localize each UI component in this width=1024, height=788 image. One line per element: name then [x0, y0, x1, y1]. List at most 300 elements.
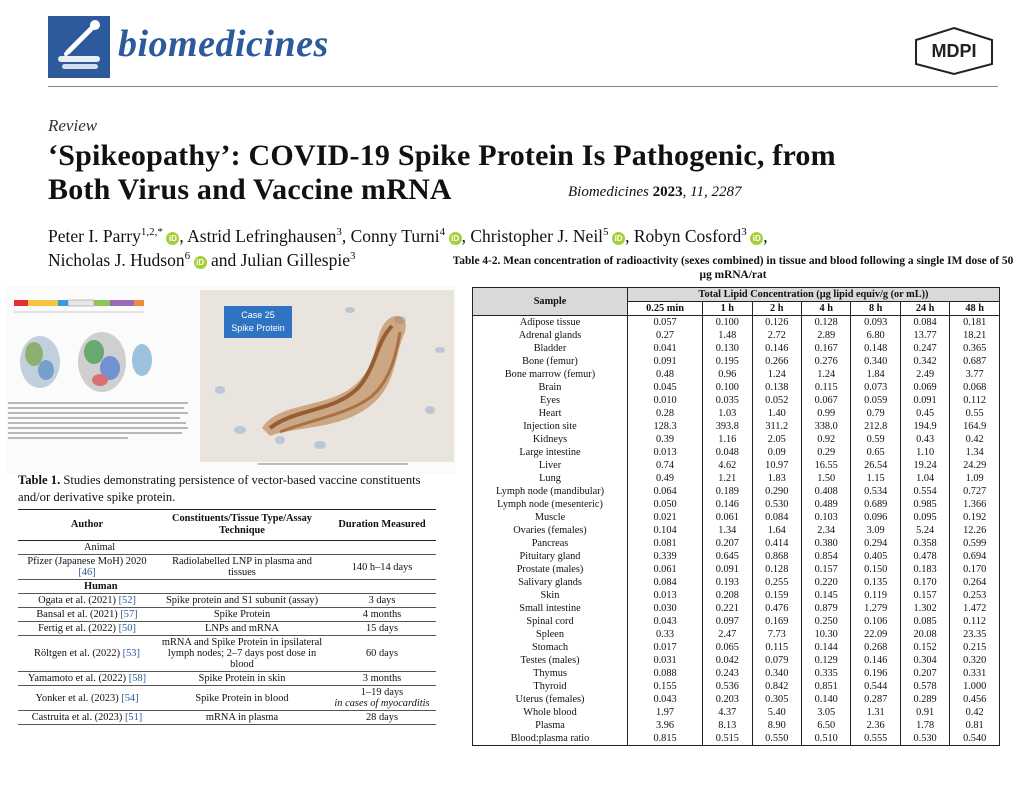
- table2-cell-sample: Large intestine: [473, 446, 628, 459]
- table2-cell-value: 0.215: [950, 641, 1000, 654]
- journal-name: biomedicines: [118, 23, 329, 65]
- table2-cell-sample: Lymph node (mesenteric): [473, 498, 628, 511]
- table2-row: [473, 667, 1000, 680]
- table2-row: [473, 524, 1000, 537]
- orcid-icon[interactable]: iD: [449, 232, 462, 245]
- table2-cell-value: 0.138: [752, 381, 801, 394]
- table2-cell-value: 0.815: [628, 732, 703, 746]
- table2-cell-value: 0.129: [801, 654, 850, 667]
- table2-cell-value: 2.36: [851, 719, 900, 732]
- table2-cell-sample: Prostate (males): [473, 563, 628, 576]
- author-affiliation: 4: [439, 226, 446, 239]
- table2-cell-value: 0.192: [950, 511, 1000, 524]
- table2-row: [473, 706, 1000, 719]
- table2-cell-value: 0.112: [950, 615, 1000, 628]
- table2-cell-value: 1.15: [851, 472, 900, 485]
- table2-cell-value: 0.112: [950, 394, 1000, 407]
- table2-row: [473, 511, 1000, 524]
- table2-row: [473, 485, 1000, 498]
- table1-header-row: [18, 510, 436, 541]
- table2-cell-value: 13.77: [900, 329, 949, 342]
- table2-cell-value: 5.24: [900, 524, 949, 537]
- table2-cell-value: 0.189: [703, 485, 752, 498]
- citation: [568, 184, 741, 201]
- table2-cell-value: 0.687: [950, 355, 1000, 368]
- table1-cell-author: [18, 555, 156, 580]
- reference-link[interactable]: [51]: [124, 712, 143, 723]
- table2-cell-value: 0.196: [851, 667, 900, 680]
- table1-row: [18, 622, 436, 636]
- table2-cell-value: 0.159: [752, 589, 801, 602]
- table2-cell-value: 0.331: [950, 667, 1000, 680]
- table2-cell-value: 0.140: [801, 693, 850, 706]
- author-name: Nicholas J. Hudson: [48, 250, 185, 270]
- table2-cell-value: 0.45: [900, 407, 949, 420]
- table2-cell-sample: Pancreas: [473, 537, 628, 550]
- table2-cell-value: 0.534: [851, 485, 900, 498]
- table2-cell-sample: Injection site: [473, 420, 628, 433]
- table1-cell-duration: 3 days: [368, 595, 396, 606]
- table2-cell-value: 4.62: [703, 459, 752, 472]
- table2-cell-sample: Liver: [473, 459, 628, 472]
- table2-cell-value: 0.096: [851, 511, 900, 524]
- table2-cell-value: 0.017: [628, 641, 703, 654]
- table2-cell-value: 0.335: [801, 667, 850, 680]
- table2-row: [473, 628, 1000, 641]
- table2-cell-value: 0.042: [703, 654, 752, 667]
- table2-cell-value: 0.146: [851, 654, 900, 667]
- table2-cell-value: 0.320: [950, 654, 1000, 667]
- table1-caption-text: Studies demonstrating persistence of vector-based vaccine constituents and/or derivative spike protein.: [18, 473, 421, 504]
- table2-cell-value: 8.90: [752, 719, 801, 732]
- table2-cell-value: 0.27: [628, 329, 703, 342]
- table2-row: [473, 329, 1000, 342]
- table2-cell-value: 0.91: [900, 706, 949, 719]
- table1-cell-constituents: Radiolabelled LNP in plasma and tissues: [172, 556, 312, 578]
- table2-cell-value: 0.013: [628, 446, 703, 459]
- author-name: ,: [763, 226, 768, 246]
- table2-row: [473, 732, 1000, 746]
- table1-section-label: Human: [84, 581, 118, 592]
- table2-cell-value: 1.366: [950, 498, 1000, 511]
- table2-cell-value: 0.061: [703, 511, 752, 524]
- table2-row: [473, 589, 1000, 602]
- table2-cell-value: 0.052: [752, 394, 801, 407]
- table2-cell-value: 0.510: [801, 732, 850, 746]
- publisher-name: MDPI: [931, 41, 977, 61]
- table2-cell-value: 2.49: [900, 368, 949, 381]
- table2-cell-value: 0.536: [703, 680, 752, 693]
- table2-row: [473, 394, 1000, 407]
- table2-cell-value: 0.253: [950, 589, 1000, 602]
- table2-row: [473, 420, 1000, 433]
- table2-cell-value: 0.694: [950, 550, 1000, 563]
- table2-row: [473, 641, 1000, 654]
- table2-row: [473, 472, 1000, 485]
- reference-link[interactable]: [50]: [118, 623, 136, 634]
- table2-cell-value: 0.207: [900, 667, 949, 680]
- table2-cell-value: 0.061: [628, 563, 703, 576]
- table2-cell-value: 0.100: [703, 381, 752, 394]
- table1-cell-duration: 15 days: [365, 623, 399, 634]
- table1-cell-constituents: mRNA in plasma: [205, 712, 279, 723]
- author-label: Ogata et al. (2021): [38, 595, 119, 606]
- table2-cell-value: 1.31: [851, 706, 900, 719]
- author-label: Bansal et al. (2021): [36, 609, 121, 620]
- table2-cell-value: 0.266: [752, 355, 801, 368]
- article-title-line2: Both Virus and Vaccine mRNA: [48, 173, 452, 206]
- table1-caption-label: Table 1.: [18, 473, 61, 487]
- table2-cell-value: 7.73: [752, 628, 801, 641]
- table2-cell-value: 0.208: [703, 589, 752, 602]
- table2-cell-value: 0.599: [950, 537, 1000, 550]
- table2-cell-value: 1.302: [900, 602, 949, 615]
- table1-row: [18, 711, 436, 725]
- table2-cell-value: 0.010: [628, 394, 703, 407]
- table2-row: [473, 342, 1000, 355]
- table2-cell-value: 3.77: [950, 368, 1000, 381]
- table2-cell-value: 0.065: [703, 641, 752, 654]
- table2-cell-value: 0.405: [851, 550, 900, 563]
- table2-row: [473, 381, 1000, 394]
- spike-protein-structure-figure: [10, 290, 160, 400]
- table2-cell-value: 3.09: [851, 524, 900, 537]
- author-name: , Conny Turni: [341, 226, 440, 246]
- author-affiliation: 1,2,*: [140, 226, 163, 239]
- table2-cell-value: 194.9: [900, 420, 949, 433]
- table2-cell-value: 0.456: [950, 693, 1000, 706]
- table2-cell-value: 1.16: [703, 433, 752, 446]
- table2-cell-value: 0.106: [851, 615, 900, 628]
- table2-cell-value: 1.04: [900, 472, 949, 485]
- table2-cell-value: 0.39: [628, 433, 703, 446]
- table1-row: [18, 686, 436, 711]
- table2-cell-value: 0.084: [628, 576, 703, 589]
- table2-cell-value: 0.170: [950, 563, 1000, 576]
- table2-cell-value: 2.34: [801, 524, 850, 537]
- table2-cell-value: 1.64: [752, 524, 801, 537]
- table2-row: [473, 368, 1000, 381]
- table2-cell-value: 2.05: [752, 433, 801, 446]
- table2-cell-value: 1.09: [950, 472, 1000, 485]
- table2-cell-value: 0.544: [851, 680, 900, 693]
- author-label: Yamamoto et al. (2022): [27, 673, 129, 684]
- table2-cell-value: 0.49: [628, 472, 703, 485]
- table2-cell-value: 0.540: [950, 732, 1000, 746]
- header-divider: [48, 86, 998, 87]
- table2-cell-value: 1.10: [900, 446, 949, 459]
- table2-cell-value: 1.48: [703, 329, 752, 342]
- table1-cell-author: [18, 608, 156, 622]
- table2-cell-sample: Eyes: [473, 394, 628, 407]
- table2-cell-value: 338.0: [801, 420, 850, 433]
- table2-cell-sample: Pituitary gland: [473, 550, 628, 563]
- table1-cell-constituents: Spike Protein: [213, 609, 271, 620]
- table2-caption: Table 4-2. Mean concentration of radioactivity (sexes combined) in tissue and blood following a single IM dose of 50 µg mRNA/rat: [452, 255, 1014, 281]
- table2-cell-value: 0.069: [900, 381, 949, 394]
- table2-time-header: 1 h: [703, 302, 752, 316]
- table2-cell-value: 393.8: [703, 420, 752, 433]
- author-affiliation: 3: [741, 226, 747, 239]
- table2-cell-value: 1.97: [628, 706, 703, 719]
- table2-cell-value: 0.100: [703, 316, 752, 330]
- table2-cell-value: 4.37: [703, 706, 752, 719]
- table2-cell-sample: Testes (males): [473, 654, 628, 667]
- table2-cell-value: 0.99: [801, 407, 850, 420]
- author-list-line1: [48, 226, 768, 247]
- table1-row: [18, 636, 436, 672]
- table2-cell-sample: Skin: [473, 589, 628, 602]
- table2-cell-sample: Stomach: [473, 641, 628, 654]
- table2-cell-value: 0.42: [950, 706, 1000, 719]
- table2-cell-value: 0.48: [628, 368, 703, 381]
- table2-cell-value: 0.043: [628, 615, 703, 628]
- orcid-icon[interactable]: iD: [194, 256, 207, 269]
- table2-cell-value: 0.65: [851, 446, 900, 459]
- table2-cell-value: 0.150: [851, 563, 900, 576]
- table2-cell-value: 2.89: [801, 329, 850, 342]
- table1-cell-author: [18, 594, 156, 608]
- table2-cell-value: 0.145: [801, 589, 850, 602]
- table2-cell-value: 0.578: [900, 680, 949, 693]
- orcid-icon[interactable]: iD: [750, 232, 763, 245]
- table2-cell-value: 0.340: [851, 355, 900, 368]
- table2-header-group: Total Lipid Concentration (µg lipid equiv/g (or mL)): [628, 288, 1000, 302]
- table2-cell-value: 0.342: [900, 355, 949, 368]
- figure-caption-placeholder: [8, 402, 190, 450]
- table2-cell-value: 3.05: [801, 706, 850, 719]
- orcid-icon[interactable]: iD: [612, 232, 625, 245]
- table2-cell-value: 0.093: [851, 316, 900, 330]
- table2-cell-value: 0.088: [628, 667, 703, 680]
- author-affiliation: 3: [336, 226, 342, 239]
- table2-cell-value: 0.478: [900, 550, 949, 563]
- table1-cell-author: [18, 636, 156, 672]
- table2-cell-value: 0.305: [752, 693, 801, 706]
- table1-header-duration: Duration Measured: [338, 519, 426, 530]
- table2-cell-value: 1.34: [950, 446, 1000, 459]
- table1-cell-duration: 28 days: [365, 712, 399, 723]
- table2-cell-value: 0.193: [703, 576, 752, 589]
- table2-cell-sample: Spinal cord: [473, 615, 628, 628]
- table2-cell-value: 0.851: [801, 680, 850, 693]
- table2-cell-value: 1.472: [950, 602, 1000, 615]
- table2-cell-value: 0.268: [851, 641, 900, 654]
- table2-cell-value: 24.29: [950, 459, 1000, 472]
- table2-cell-value: 10.30: [801, 628, 850, 641]
- table2-cell-value: 0.064: [628, 485, 703, 498]
- table2-cell-value: 0.340: [752, 667, 801, 680]
- journal-logo: [48, 16, 110, 78]
- table2-time-header: 48 h: [950, 302, 1000, 316]
- table2-time-header: 4 h: [801, 302, 850, 316]
- table2-cell-value: 0.084: [900, 316, 949, 330]
- table2-cell-value: 0.29: [801, 446, 850, 459]
- table2-cell-value: 0.365: [950, 342, 1000, 355]
- table2-cell-sample: Kidneys: [473, 433, 628, 446]
- table2-cell-value: 1.24: [752, 368, 801, 381]
- reference-link[interactable]: [54]: [121, 692, 139, 704]
- table2-time-header: 8 h: [851, 302, 900, 316]
- table2-cell-value: 0.645: [703, 550, 752, 563]
- table2-cell-value: 0.128: [801, 316, 850, 330]
- table2-time-header: 2 h: [752, 302, 801, 316]
- table2-cell-value: 1.03: [703, 407, 752, 420]
- table2-row: [473, 355, 1000, 368]
- table2-cell-value: 6.50: [801, 719, 850, 732]
- table2-cell-sample: Small intestine: [473, 602, 628, 615]
- table2-row: [473, 459, 1000, 472]
- table2-cell-sample: Ovaries (females): [473, 524, 628, 537]
- table2-row: [473, 407, 1000, 420]
- table2-cell-value: 0.050: [628, 498, 703, 511]
- table2-cell-value: 0.144: [801, 641, 850, 654]
- table2-cell-value: 0.42: [950, 433, 1000, 446]
- table2-cell-value: 0.727: [950, 485, 1000, 498]
- table2-cell-value: 128.3: [628, 420, 703, 433]
- table2-cell-value: 0.515: [703, 732, 752, 746]
- table2-cell-value: 311.2: [752, 420, 801, 433]
- table2-cell-value: 0.842: [752, 680, 801, 693]
- table2-cell-value: 0.530: [900, 732, 949, 746]
- table2-cell-value: 0.167: [801, 342, 850, 355]
- author-affiliation: 6: [184, 250, 191, 263]
- table2-cell-sample: Spleen: [473, 628, 628, 641]
- table2-cell-value: 0.879: [801, 602, 850, 615]
- table2-cell-value: 0.170: [900, 576, 949, 589]
- table2-cell-value: 0.085: [900, 615, 949, 628]
- table2-cell-value: 0.81: [950, 719, 1000, 732]
- table2-cell-value: 5.40: [752, 706, 801, 719]
- reference-link[interactable]: [57]: [120, 609, 138, 620]
- reference-link[interactable]: [53]: [122, 648, 140, 659]
- table2-cell-value: 1.50: [801, 472, 850, 485]
- table2-cell-value: 0.091: [900, 394, 949, 407]
- table2-cell-value: 0.095: [900, 511, 949, 524]
- table2-cell-sample: Brain: [473, 381, 628, 394]
- orcid-icon[interactable]: iD: [166, 232, 179, 245]
- reference-link[interactable]: [52]: [118, 595, 136, 606]
- table2-cell-value: 0.073: [851, 381, 900, 394]
- table2-cell-value: 1.78: [900, 719, 949, 732]
- table2-row: [473, 693, 1000, 706]
- table2-cell-value: 1.279: [851, 602, 900, 615]
- author-label: Röltgen et al. (2022): [34, 648, 123, 659]
- table2-cell-value: 0.304: [900, 654, 949, 667]
- table2-cell-value: 0.035: [703, 394, 752, 407]
- table2-cell-sample: Adipose tissue: [473, 316, 628, 330]
- table2-time-header: 24 h: [900, 302, 949, 316]
- table2-row: [473, 654, 1000, 667]
- table2-cell-value: 0.157: [900, 589, 949, 602]
- table2-row: [473, 433, 1000, 446]
- table2-cell-value: 0.339: [628, 550, 703, 563]
- case-label: [224, 306, 292, 338]
- author-name: , Christopher J. Neil: [461, 226, 604, 246]
- table2-cell-value: 0.059: [851, 394, 900, 407]
- table2-cell-value: 0.554: [900, 485, 949, 498]
- table2-cell-value: 0.243: [703, 667, 752, 680]
- table2-cell-value: 0.084: [752, 511, 801, 524]
- table2-cell-sample: Salivary glands: [473, 576, 628, 589]
- table2-cell-value: 0.250: [801, 615, 850, 628]
- table1-cell-duration: 60 days: [365, 648, 399, 659]
- author-label: Pfizer (Japanese MoH) 2020: [27, 556, 147, 567]
- table1-row: [18, 672, 436, 686]
- table2-cell-value: 0.74: [628, 459, 703, 472]
- table1-cell-duration: 4 months: [362, 609, 402, 620]
- table2-cell-value: 0.203: [703, 693, 752, 706]
- table2-cell-sample: Lung: [473, 472, 628, 485]
- author-label: Fertig et al. (2022): [38, 623, 119, 634]
- table2-cell-value: 23.35: [950, 628, 1000, 641]
- table2-cell-value: 0.868: [752, 550, 801, 563]
- table2-cell-value: 0.091: [703, 563, 752, 576]
- dropper-vial-icon: [48, 16, 110, 78]
- table2-cell-sample: Lymph node (mandibular): [473, 485, 628, 498]
- author-affiliation: 3: [350, 250, 356, 263]
- reference-link[interactable]: [46]: [78, 567, 96, 578]
- table2-cell-value: 1.24: [801, 368, 850, 381]
- article-title-line1: ‘Spikeopathy’: COVID-19 Spike Protein Is Pathogenic, from: [48, 139, 836, 172]
- table1-caption: [18, 472, 438, 506]
- table2-cell-sample: Thymus: [473, 667, 628, 680]
- table2-cell-value: 1.84: [851, 368, 900, 381]
- table1-section-label: Animal: [84, 542, 116, 553]
- article-type: Review: [48, 116, 98, 135]
- table2-cell-value: 0.119: [851, 589, 900, 602]
- table2-cell-value: 1.40: [752, 407, 801, 420]
- citation-volume-page: , 11, 2287: [682, 184, 742, 200]
- reference-link[interactable]: [58]: [128, 673, 147, 684]
- author-label: Yonker et al. (2023): [35, 692, 122, 704]
- author-label: Castruita et al. (2023): [31, 712, 125, 723]
- table1-row: [18, 608, 436, 622]
- table2-cell-value: 0.195: [703, 355, 752, 368]
- table1-cell-constituents: Spike protein and S1 subunit (assay): [165, 595, 319, 606]
- case-label-stain: Spike Protein: [231, 323, 285, 333]
- table2-cell-value: 0.183: [900, 563, 949, 576]
- table2-row: [473, 719, 1000, 732]
- table2-cell-value: 0.207: [703, 537, 752, 550]
- table2-cell-value: 0.287: [851, 693, 900, 706]
- table2-cell-value: 10.97: [752, 459, 801, 472]
- table2-cell-value: 0.067: [801, 394, 850, 407]
- table2-cell-value: 0.985: [900, 498, 949, 511]
- table1-cell-duration: 140 h–14 days: [351, 561, 413, 573]
- table2-cell-sample: Plasma: [473, 719, 628, 732]
- table1: [18, 509, 436, 725]
- table2-cell-value: 0.103: [801, 511, 850, 524]
- table2-cell-value: 0.146: [703, 498, 752, 511]
- author-name: and Julian Gillespie: [206, 250, 350, 270]
- table2-cell-value: 1.34: [703, 524, 752, 537]
- table2-cell-value: 164.9: [950, 420, 1000, 433]
- table2-row: [473, 615, 1000, 628]
- table2-cell-value: 0.043: [628, 693, 703, 706]
- table2-row: [473, 576, 1000, 589]
- table1-cell-constituents: LNPs and mRNA: [205, 623, 279, 634]
- table2-cell-value: 26.54: [851, 459, 900, 472]
- table2-cell-value: 0.220: [801, 576, 850, 589]
- table2-cell-value: 2.47: [703, 628, 752, 641]
- citation-year: 2023: [652, 184, 683, 200]
- table1-cell-author: [18, 672, 156, 686]
- table2-cell-value: 22.09: [851, 628, 900, 641]
- table2-cell-value: 0.079: [752, 654, 801, 667]
- table2-cell-value: 0.021: [628, 511, 703, 524]
- table2-cell-sample: Bone (femur): [473, 355, 628, 368]
